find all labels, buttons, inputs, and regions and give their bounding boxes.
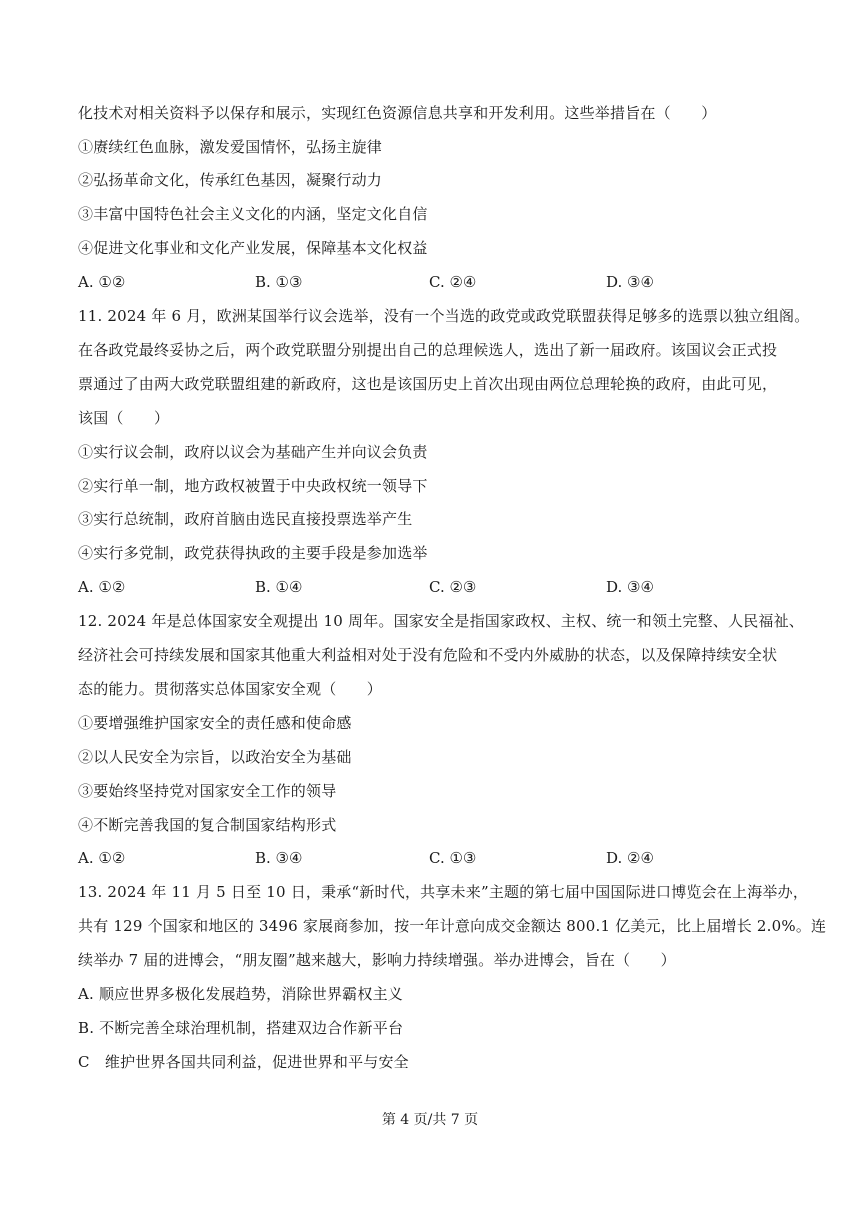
q13-stem-line-2: 共有 129 个国家和地区的 3496 家展商参加，按一年计意向成交金额达 800.1 亿美元，比上届增长 2.0%。连: [78, 917, 827, 935]
q10-item-1: ①赓续红色血脉，激发爱国情怀，弘扬主旋律: [78, 138, 383, 156]
q11-item-3: ③实行总统制，政府首脑由选民直接投票选举产生: [78, 510, 413, 528]
q11-option-b[interactable]: B. ①④: [255, 578, 303, 596]
q12-stem-line-3: 态的能力。贯彻落实总体国家安全观（ ）: [78, 680, 383, 698]
q10-option-b[interactable]: B. ①③: [255, 273, 303, 291]
q12-option-b[interactable]: B. ③④: [255, 849, 303, 867]
q10-stem-continuation: 化技术对相关资料予以保存和展示，实现红色资源信息共享和开发利用。这些举措旨在（ ）: [78, 104, 717, 122]
q11-item-2: ②实行单一制，地方政权被置于中央政权统一领导下: [78, 477, 428, 495]
q10-options: [78, 272, 778, 292]
q11-stem-line-2: 在各政党最终妥协之后，两个政党联盟分别提出自己的总理候选人，选出了新一届政府。该国议会正式投: [78, 341, 778, 359]
q11-option-c[interactable]: C. ②③: [429, 578, 477, 596]
q13-stem-line-1: 13. 2024 年 11 月 5 日至 10 日，秉承“新时代，共享未来”主题的第七届中国国际进口博览会在上海举办，: [78, 883, 809, 901]
q12-item-4: ④不断完善我国的复合制国家结构形式: [78, 816, 337, 834]
q11-item-4: ④实行多党制，政党获得执政的主要手段是参加选举: [78, 544, 428, 562]
q12-stem-line-2: 经济社会可持续发展和国家其他重大利益相对处于没有危险和不受内外威胁的状态，以及保障持续安全状: [78, 646, 778, 664]
q12-option-d[interactable]: D. ②④: [606, 849, 654, 867]
q11-options: [78, 577, 778, 597]
q12-option-c[interactable]: C. ①③: [429, 849, 477, 867]
q11-stem-line-1: 11. 2024 年 6 月，欧洲某国举行议会选举，没有一个当选的政党或政党联盟获得足够多的选票以独立组阁。: [78, 307, 810, 325]
q11-option-d[interactable]: D. ③④: [606, 578, 654, 596]
q11-stem-line-3: 票通过了由两大政党联盟组建的新政府，这也是该国历史上首次出现由两位总理轮换的政府，由此可见，: [78, 375, 778, 393]
q10-item-4: ④促进文化事业和文化产业发展，保障基本文化权益: [78, 239, 428, 257]
q10-item-3: ③丰富中国特色社会主义文化的内涵，坚定文化自信: [78, 205, 428, 223]
q11-option-a[interactable]: A. ①②: [78, 578, 126, 596]
q10-option-a[interactable]: A. ①②: [78, 273, 126, 291]
q13-choice-c[interactable]: C 维护世界各国共同利益，促进世界和平与安全: [78, 1053, 409, 1071]
q12-stem-line-1: 12. 2024 年是总体国家安全观提出 10 周年。国家安全是指国家政权、主权、统一和领土完整、人民福祉、: [78, 612, 804, 630]
q10-item-2: ②弘扬革命文化，传承红色基因，凝聚行动力: [78, 171, 383, 189]
q13-choice-b[interactable]: B. 不断完善全球治理机制，搭建双边合作新平台: [78, 1019, 404, 1037]
q12-item-2: ②以人民安全为宗旨，以政治安全为基础: [78, 748, 352, 766]
page-number: 第 4 页/共 7 页: [381, 1112, 479, 1128]
q10-option-d[interactable]: D. ③④: [606, 273, 654, 291]
q12-item-3: ③要始终坚持党对国家安全工作的领导: [78, 782, 337, 800]
q11-stem-line-4: 该国（ ）: [78, 409, 170, 427]
q12-options: [78, 848, 778, 868]
q12-item-1: ①要增强维护国家安全的责任感和使命感: [78, 714, 352, 732]
q11-item-1: ①实行议会制，政府以议会为基础产生并向议会负责: [78, 443, 428, 461]
q10-option-c[interactable]: C. ②④: [429, 273, 477, 291]
q12-option-a[interactable]: A. ①②: [78, 849, 126, 867]
q13-stem-line-3: 续举办 7 届的进博会，“朋友圈”越来越大，影响力持续增强。举办进博会，旨在（ ）: [78, 951, 676, 969]
q13-choice-a[interactable]: A. 顺应世界多极化发展趋势，消除世界霸权主义: [78, 985, 403, 1003]
